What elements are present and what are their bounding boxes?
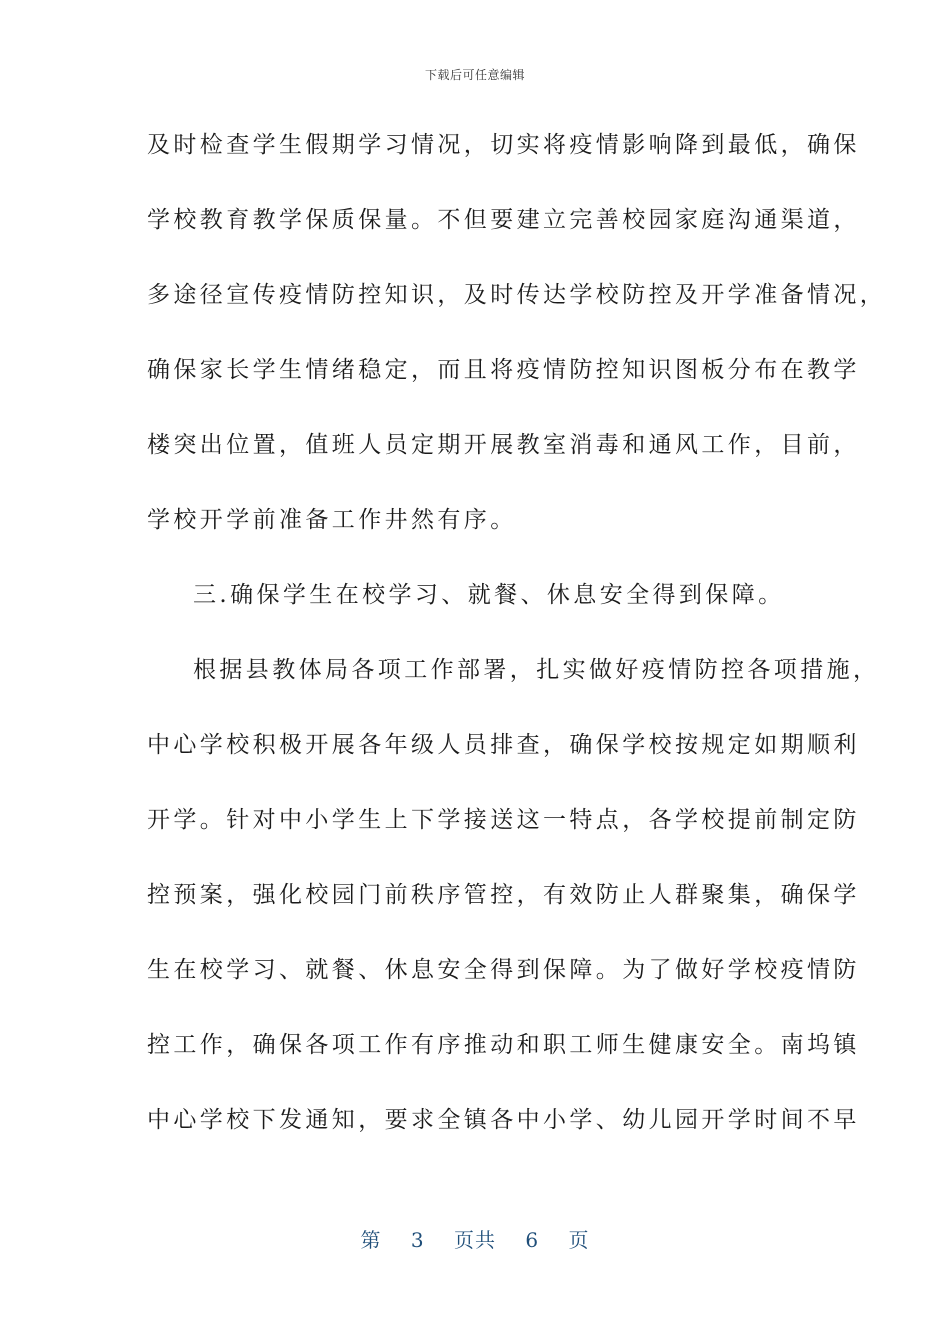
paragraph-line: 学校教育教学保质保量。不但要建立完善校园家庭沟通渠道，	[147, 207, 860, 233]
paragraph-line: 控工作，确保各项工作有序推动和职工师生健康安全。南坞镇	[147, 1032, 860, 1058]
current-page-number: 3	[410, 1228, 425, 1252]
total-page-number: 6	[525, 1228, 540, 1252]
paragraph-line: 楼突出位置，值班人员定期开展教室消毒和通风工作，目前，	[147, 432, 860, 458]
footer-prefix: 第	[360, 1228, 382, 1252]
section-heading: 三.确保学生在校学习、就餐、休息安全得到保障。	[193, 582, 785, 608]
paragraph-line: 控预案，强化校园门前秩序管控，有效防止人群聚集，确保学	[147, 882, 860, 908]
footer-middle: 页共	[454, 1228, 496, 1252]
paragraph-line: 中心学校下发通知，要求全镇各中小学、幼儿园开学时间不早	[147, 1107, 860, 1133]
paragraph-line: 确保家长学生情绪稳定，而且将疫情防控知识图板分布在教学	[147, 357, 860, 383]
paragraph-line: 及时检查学生假期学习情况，切实将疫情影响降到最低，确保	[147, 132, 860, 158]
footer-suffix: 页	[568, 1228, 590, 1252]
paragraph-line: 中心学校积极开展各年级人员排查，确保学校按规定如期顺利	[147, 732, 860, 758]
paragraph-line: 根据县教体局各项工作部署，扎实做好疫情防控各项措施，	[193, 657, 880, 683]
download-note: 下载后可任意编辑	[424, 68, 525, 82]
paragraph-line: 开学。针对中小学生上下学接送这一特点，各学校提前制定防	[147, 807, 860, 833]
paragraph-line: 学校开学前准备工作井然有序。	[147, 507, 517, 533]
paragraph-line: 多途径宣传疫情防控知识，及时传达学校防控及开学准备情况，	[147, 282, 887, 308]
document-body	[147, 122, 887, 1172]
paragraph-line: 生在校学习、就餐、休息安全得到保障。为了做好学校疫情防	[147, 957, 860, 983]
page-number-footer	[0, 1224, 950, 1253]
